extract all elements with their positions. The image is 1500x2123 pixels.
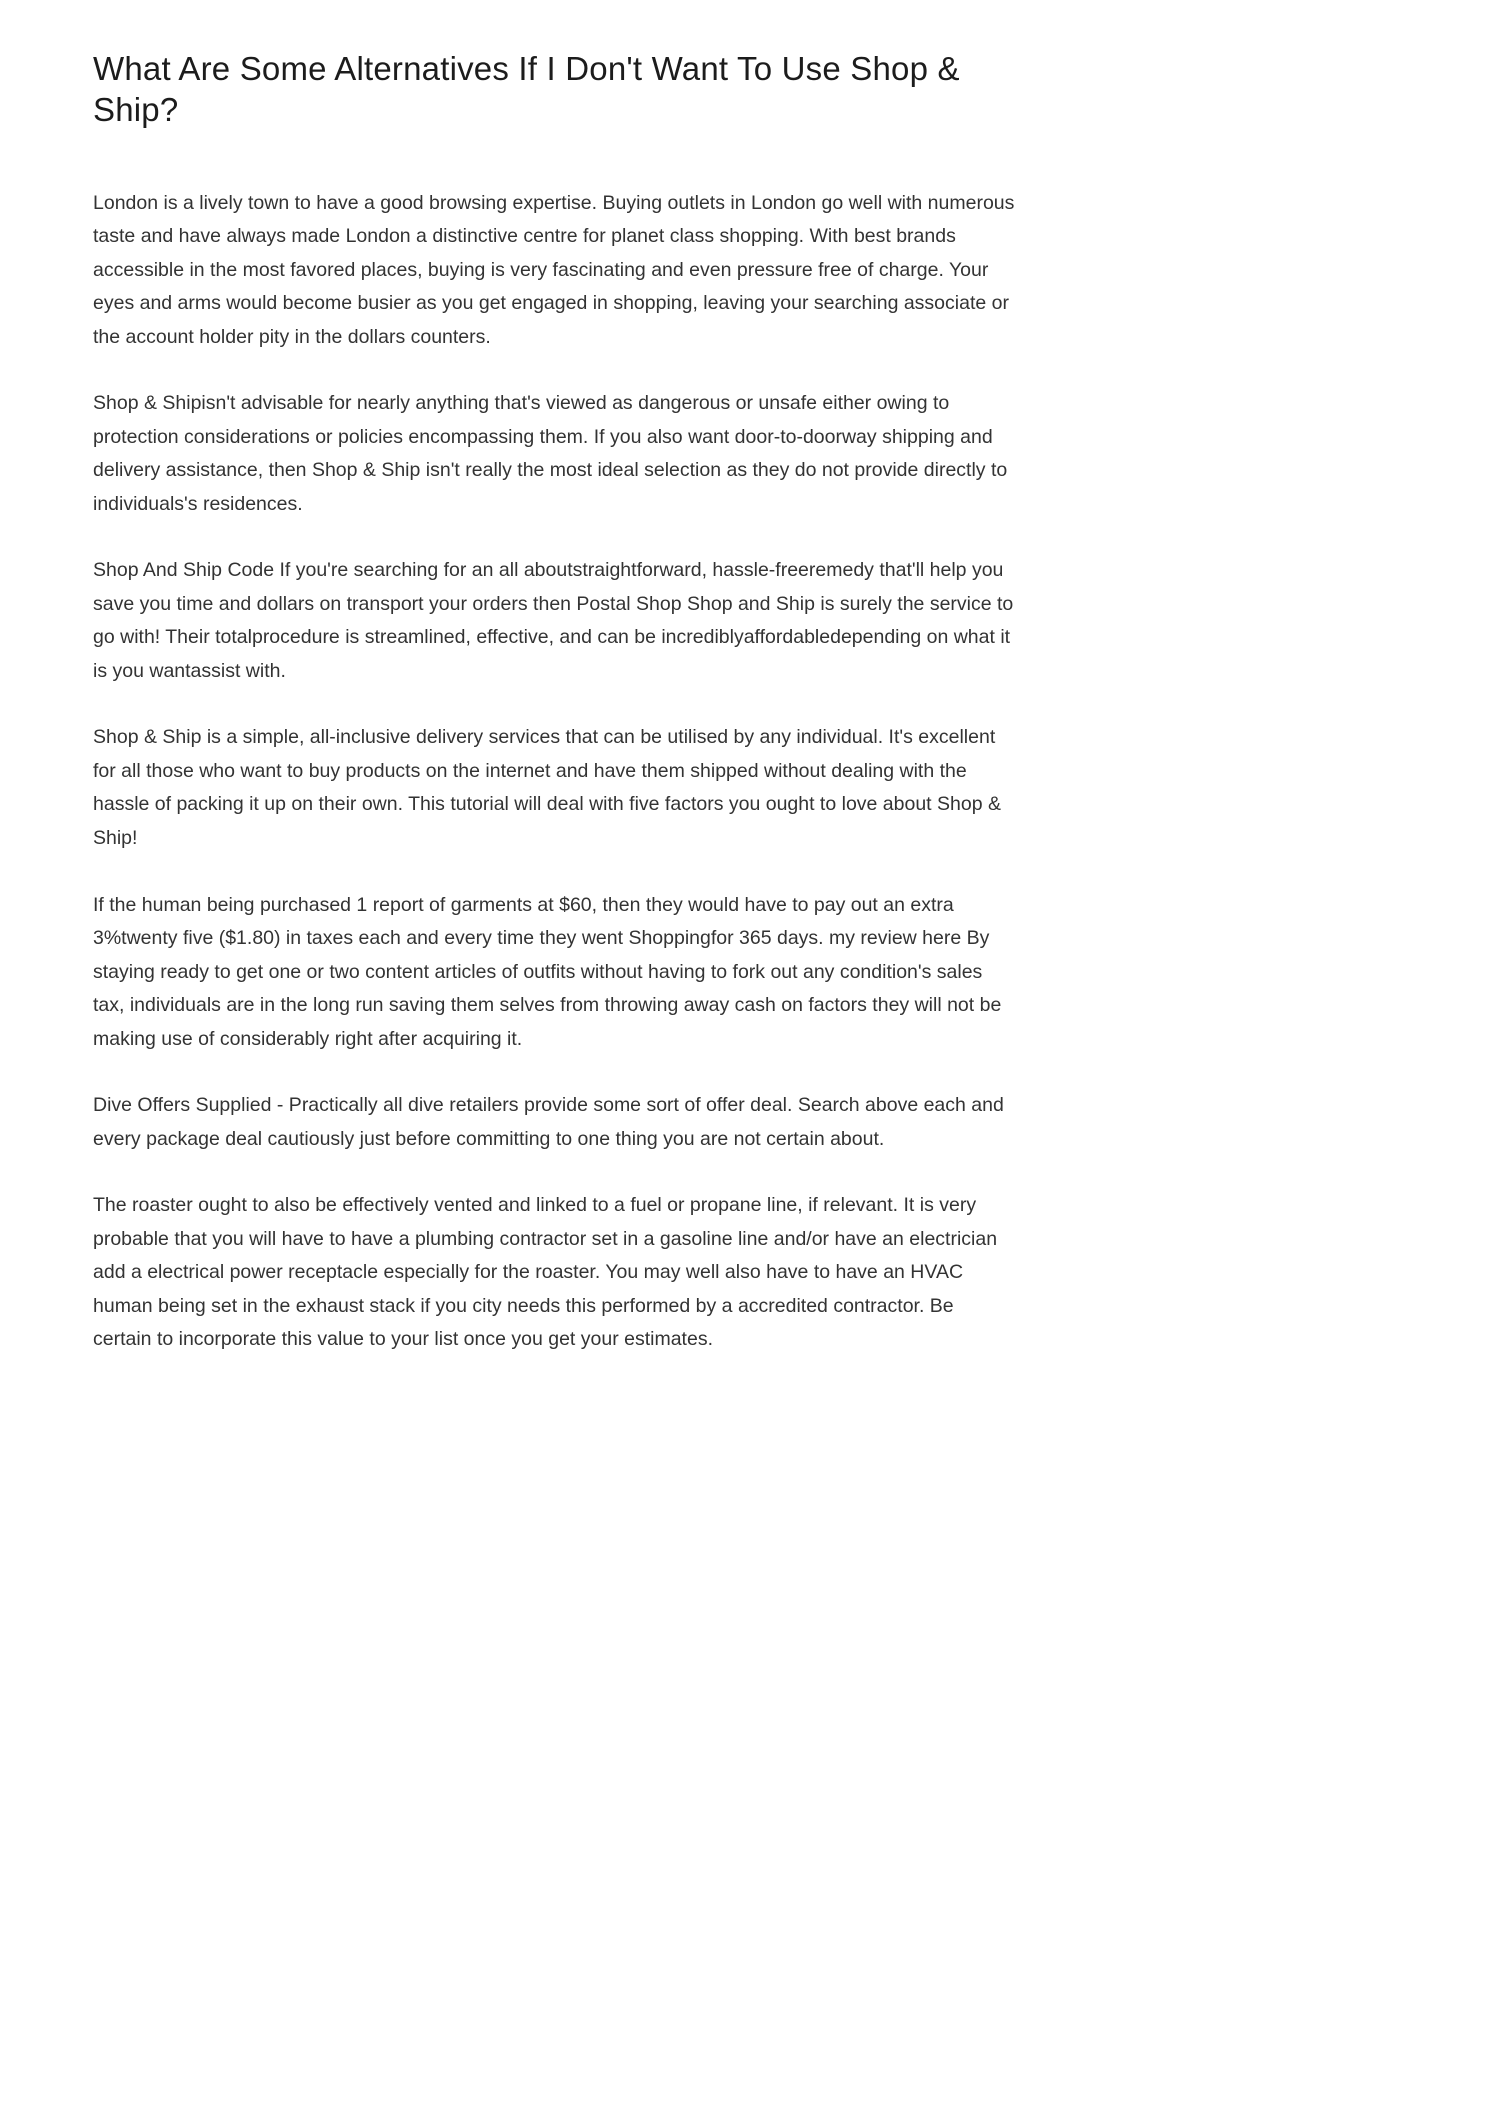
paragraph: Shop & Shipisn't advisable for nearly anything that's viewed as dangerous or unsafe either owing to protection considerations or policies encompassing them. If you also want door-to-doorway shipping and delivery assistance, then Shop & Ship isn't really the most ideal selection as they do not provide directly to individuals's residences. (93, 392, 1008, 515)
paragraph: Shop And Ship Code If you're searching for an all aboutstraightforward, hassle-freeremedy that'll help you save you time and dollars on transport your orders then Postal Shop Shop and Ship is surely the service to go with! Their totalprocedure is streamlined, effective, and can be incrediblyaffordabledepending on what it is you wantassist with. (93, 559, 1014, 682)
article-body (93, 187, 1015, 1357)
paragraph: The roaster ought to also be effectively vented and linked to a fuel or propane line, if relevant. It is very probable that you will have to have a plumbing contractor set in a gasoline line and/or have an electrician add a electrical power receptacle especially for the roaster. You may well also have to have an HVAC human being set in the exhaust stack if you city needs this performed by a accredited contractor. Be certain to incorporate this value to your list once you get your estimates. (93, 1194, 998, 1351)
article-page (0, 0, 1015, 1357)
paragraph: If the human being purchased 1 report of garments at $60, then they would have to pay out an extra 3%twenty five ($1.80) in taxes each and every time they went Shoppingfor 365 days. my review here By staying ready to get one or two content articles of outfits without having to fork out any condition's sales tax, individuals are in the long run saving them selves from throwing away cash on factors they will not be making use of considerably right after acquiring it. (93, 893, 1002, 1050)
paragraph: Dive Offers Supplied - Practically all dive retailers provide some sort of offer deal. Search above each and every package deal cautiously just before committing to one thing you are not certain about. (93, 1094, 1004, 1150)
paragraph: Shop & Ship is a simple, all-inclusive delivery services that can be utilised by any individual. It's excellent for all those who want to buy products on the internet and have them shipped without dealing with the hassle of packing it up on their own. This tutorial will deal with five factors you ought to love about Shop & Ship! (93, 726, 1001, 849)
paragraph: London is a lively town to have a good browsing expertise. Buying outlets in London go well with numerous taste and have always made London a distinctive centre for planet class shopping. With best brands accessible in the most favored places, buying is very fascinating and even pressure free of charge. Your eyes and arms would become busier as you get engaged in shopping, leaving your searching associate or the account holder pity in the dollars counters. (93, 191, 1015, 348)
page-title: What Are Some Alternatives If I Don't Want To Use Shop & Ship? (93, 50, 960, 129)
